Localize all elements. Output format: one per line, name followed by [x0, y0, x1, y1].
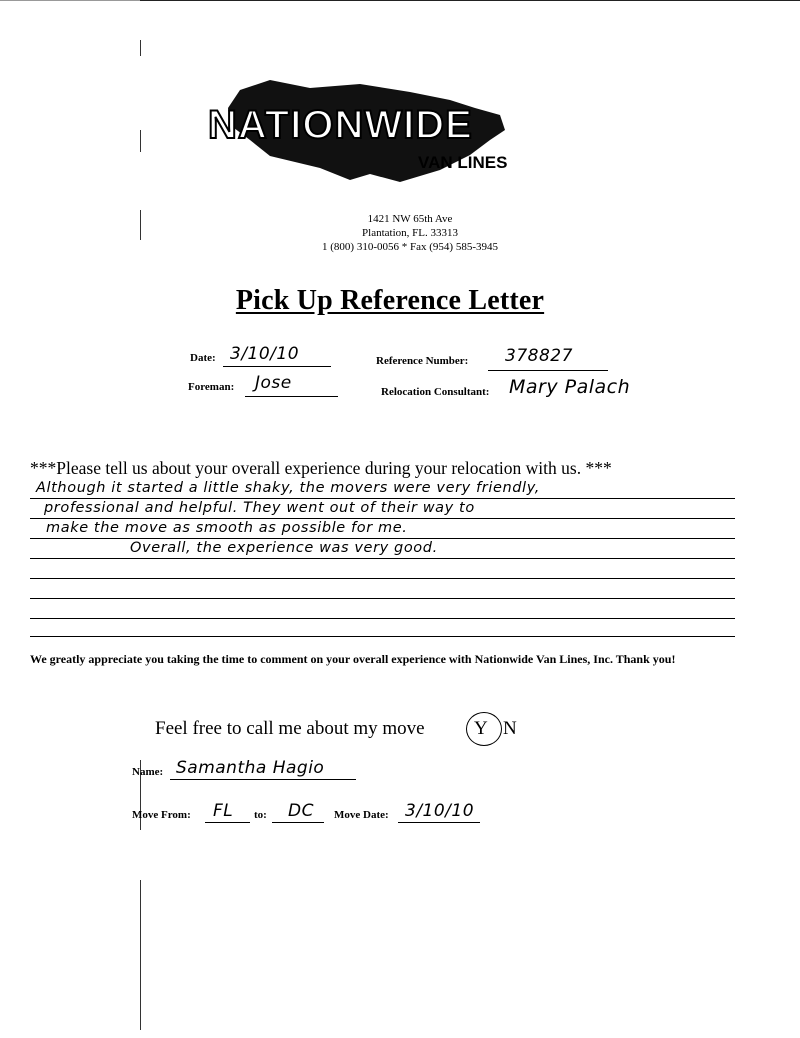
date-label: Date: — [190, 352, 216, 364]
foreman-underline — [245, 396, 338, 397]
name-label: Name: — [132, 766, 164, 778]
comment-rule — [30, 578, 735, 579]
logo-sub-text: VAN LINES — [418, 153, 508, 172]
move-date-value: 3/10/10 — [405, 801, 475, 821]
comment-rule — [30, 618, 735, 619]
contact-yes-option[interactable]: Y — [474, 718, 488, 739]
experience-prompt: ***Please tell us about your overall experience during your relocation with us. *** — [30, 458, 612, 478]
logo-main-text: NATIONWIDE — [208, 103, 473, 147]
name-underline — [170, 779, 356, 780]
contact-no-option[interactable]: N — [503, 718, 517, 739]
comment-line: make the move as smooth as possible for me. — [46, 520, 408, 536]
move-to-label: to: — [254, 809, 267, 821]
company-address — [250, 212, 570, 254]
page-title: Pick Up Reference Letter — [235, 285, 545, 316]
comment-rule — [30, 538, 735, 539]
comment-line: Although it started a little shaky, the movers were very friendly, — [36, 480, 540, 496]
move-from-value: FL — [213, 801, 234, 821]
move-to-value: DC — [288, 801, 314, 821]
comment-line: professional and helpful. They went out of their way to — [44, 500, 475, 516]
comment-rule — [30, 498, 735, 499]
move-from-underline — [205, 822, 250, 823]
reference-value: 378827 — [505, 346, 573, 366]
date-underline — [223, 366, 331, 367]
move-date-label: Move Date: — [334, 809, 389, 821]
address-line1: 1421 NW 65th Ave — [367, 213, 453, 225]
consultant-value: Mary Palach — [509, 376, 631, 398]
move-from-label: Move From: — [132, 809, 191, 821]
foreman-value: Jose — [255, 373, 292, 393]
comment-line: Overall, the experience was very good. — [130, 540, 438, 556]
margin-mark — [140, 880, 141, 1030]
consultant-label: Relocation Consultant: — [381, 386, 490, 398]
contact-prompt: Feel free to call me about my move — [155, 718, 425, 739]
foreman-label: Foreman: — [188, 381, 235, 393]
comment-rule — [30, 598, 735, 599]
address-line2: Plantation, FL. 33313 — [362, 227, 458, 239]
reference-label: Reference Number: — [376, 355, 469, 367]
move-to-underline — [272, 822, 324, 823]
nationwide-logo — [200, 70, 550, 190]
scan-edge-left — [0, 0, 140, 1]
comment-rule — [30, 636, 735, 637]
scan-edge-top — [140, 0, 800, 1]
comment-rule — [30, 518, 735, 519]
date-value: 3/10/10 — [230, 344, 300, 364]
margin-mark — [140, 40, 141, 56]
name-value: Samantha Hagio — [176, 758, 325, 778]
margin-mark — [140, 130, 141, 152]
address-line3: 1 (800) 310-0056 * Fax (954) 585-3945 — [322, 241, 498, 253]
thank-you-note: We greatly appreciate you taking the time to comment on your overall experience with Nationwide Van Lines, Inc. Thank you! — [30, 652, 676, 666]
reference-underline — [488, 370, 608, 371]
margin-mark — [140, 210, 141, 240]
comment-rule — [30, 558, 735, 559]
move-date-underline — [398, 822, 480, 823]
